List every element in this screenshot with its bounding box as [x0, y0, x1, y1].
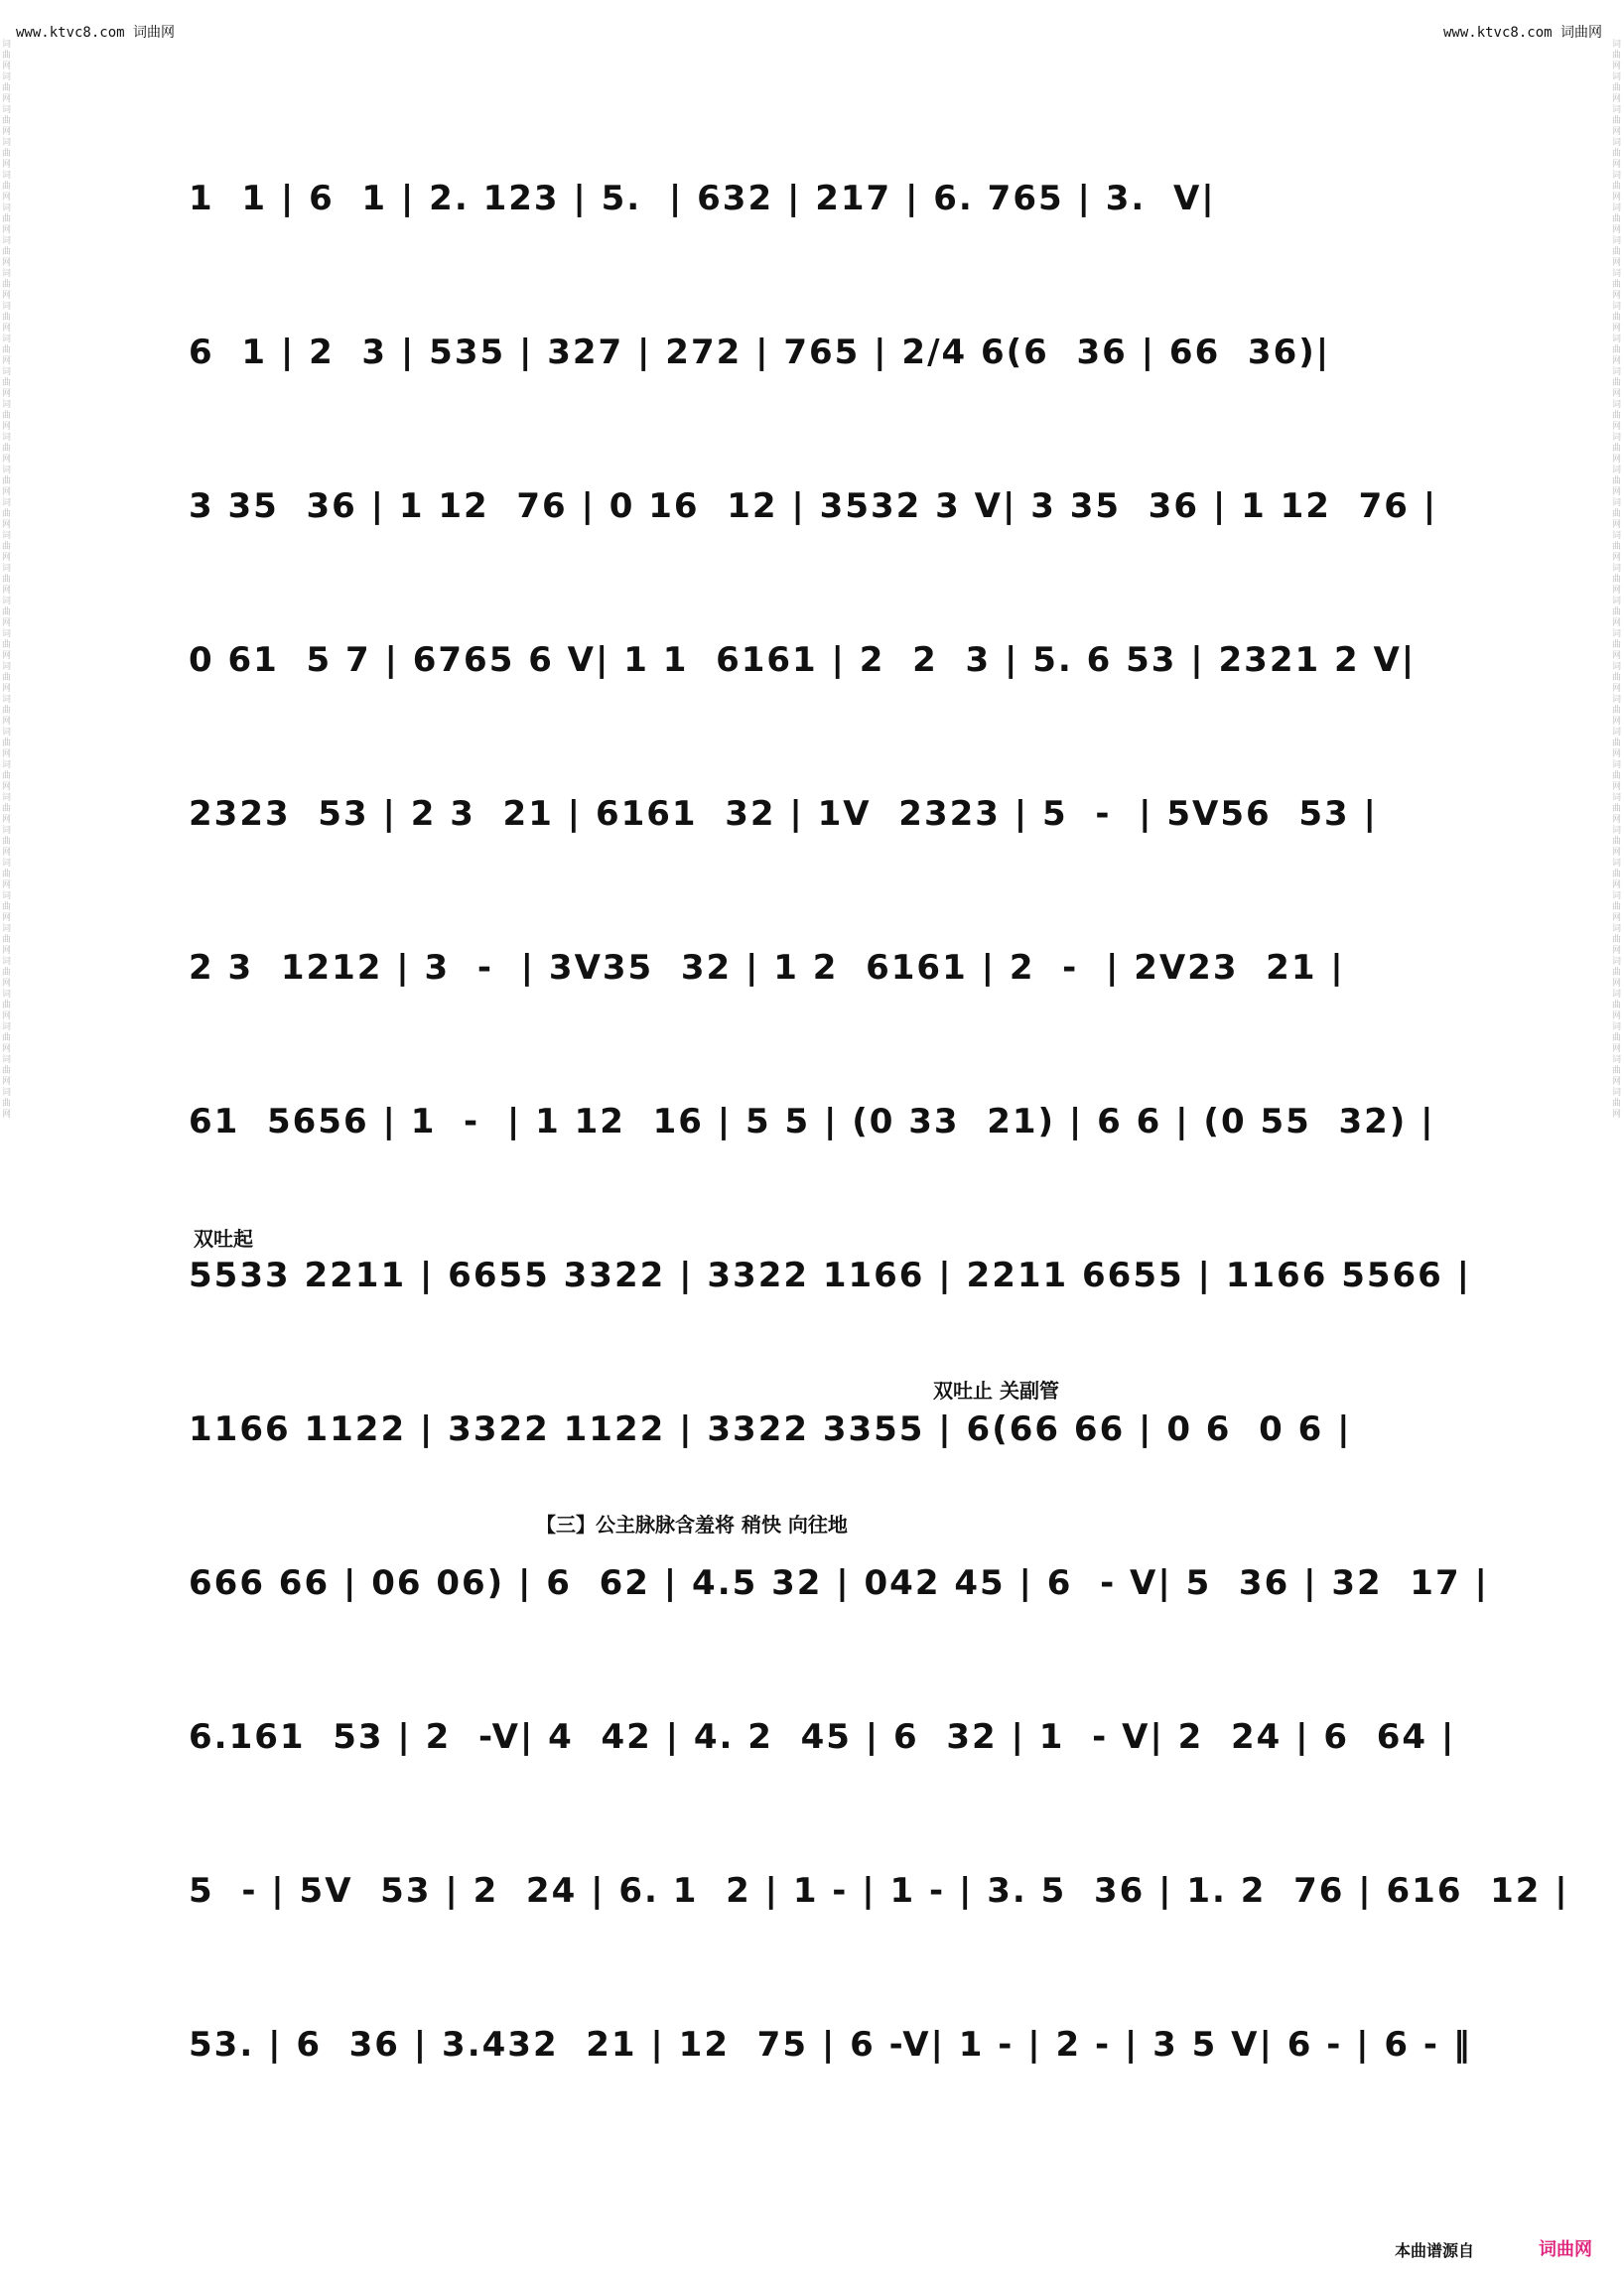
- notes: 5533 2211 | 6655 3322 | 3322 1166 | 2211 6655 | 1166 5566 |: [189, 1256, 1472, 1295]
- score-line: [189, 764, 1449, 883]
- annotation-double-tongue-start: 双吐起: [194, 1227, 253, 1251]
- score-line: [189, 1072, 1449, 1191]
- notes: 666 66 | 06 06) | 6 62 | 4.5 32 | 042 45 | 6 - V| 5 36 | 32 17 |: [189, 1563, 1489, 1603]
- notes: 5 - | 5V 53 | 2 24 | 6. 1 2 | 1 - | 1 - | 3. 5 36 | 1. 2 76 | 616 12 |: [189, 1871, 1569, 1911]
- notes: 3 35 36 | 1 12 76 | 0 16 12 | 3532 3 V| 3 35 36 | 1 12 76 |: [189, 486, 1438, 526]
- score-line: [189, 149, 1449, 268]
- notes: 0 61 5 7 | 6765 6 V| 1 1 6161 | 2 2 3 | 5. 6 53 | 2321 2 V|: [189, 640, 1417, 680]
- footer-logo[interactable]: 词曲网: [1539, 2239, 1592, 2260]
- score-line: [189, 1380, 1449, 1499]
- side-watermark-left: 词曲网词曲网词曲网词曲网词曲网词曲网词曲网词曲网词曲网词曲网词曲网词曲网词曲网词曲网词曲网词曲网词曲网词曲网词曲网词曲网词曲网词曲网词曲网词曲网词曲网词曲网词曲网词曲网词曲网词曲网词曲网词曲网词曲网: [2, 40, 12, 1120]
- notes: 1166 1122 | 3322 1122 | 3322 3355 | 6(66 66 | 0 6 0 6 |: [189, 1409, 1352, 1449]
- notes: 53. | 6 36 | 3.432 21 | 12 75 | 6 -V| 1 - | 2 - | 3 5 V| 6 - | 6 - ‖: [189, 2025, 1472, 2065]
- score-line: [189, 1687, 1456, 1807]
- notes: 6.161 53 | 2 -V| 4 42 | 4. 2 45 | 6 32 | 1 - V| 2 24 | 6 64 |: [189, 1717, 1456, 1757]
- score-line: [189, 1534, 1489, 1653]
- notes: 2 3 1212 | 3 - | 3V35 32 | 1 2 6161 | 2 - | 2V23 21 |: [189, 948, 1345, 988]
- side-watermark-right: 词曲网词曲网词曲网词曲网词曲网词曲网词曲网词曲网词曲网词曲网词曲网词曲网词曲网词曲网词曲网词曲网词曲网词曲网词曲网词曲网词曲网词曲网词曲网词曲网词曲网词曲网词曲网词曲网词曲网词曲网词曲网词曲网词曲网: [1612, 40, 1622, 1120]
- score-line: [189, 1995, 1472, 2114]
- score-line: [189, 1226, 1472, 1345]
- score-line: [189, 457, 1449, 576]
- header-site-left: www.ktvc8.com 词曲网: [16, 25, 176, 41]
- score-line: [189, 1841, 1569, 1960]
- score-line: [189, 610, 1449, 730]
- score-line: [189, 918, 1449, 1037]
- score-line: [189, 303, 1449, 422]
- notes: 6 1 | 2 3 | 535 | 327 | 272 | 765 | 2/4 6(6 36 | 66 36)|: [189, 333, 1331, 372]
- annotation-section-three: 【三】公主脉脉含羞将 稍快 向往地: [536, 1513, 848, 1537]
- notes: 2323 53 | 2 3 21 | 6161 32 | 1V 2323 | 5 - | 5V56 53 |: [189, 794, 1378, 834]
- annotation-double-tongue-stop: 双吐止 关副管: [933, 1379, 1059, 1403]
- notes: 61 5656 | 1 - | 1 12 16 | 5 5 | (0 33 21) | 6 6 | (0 55 32) |: [189, 1102, 1435, 1141]
- header-site-right: www.ktvc8.com 词曲网: [1442, 25, 1602, 41]
- footer-source-text: 本曲谱源自: [1395, 2241, 1475, 2260]
- notes: 1 1 | 6 1 | 2. 123 | 5. | 632 | 217 | 6. 765 | 3. V|: [189, 179, 1216, 218]
